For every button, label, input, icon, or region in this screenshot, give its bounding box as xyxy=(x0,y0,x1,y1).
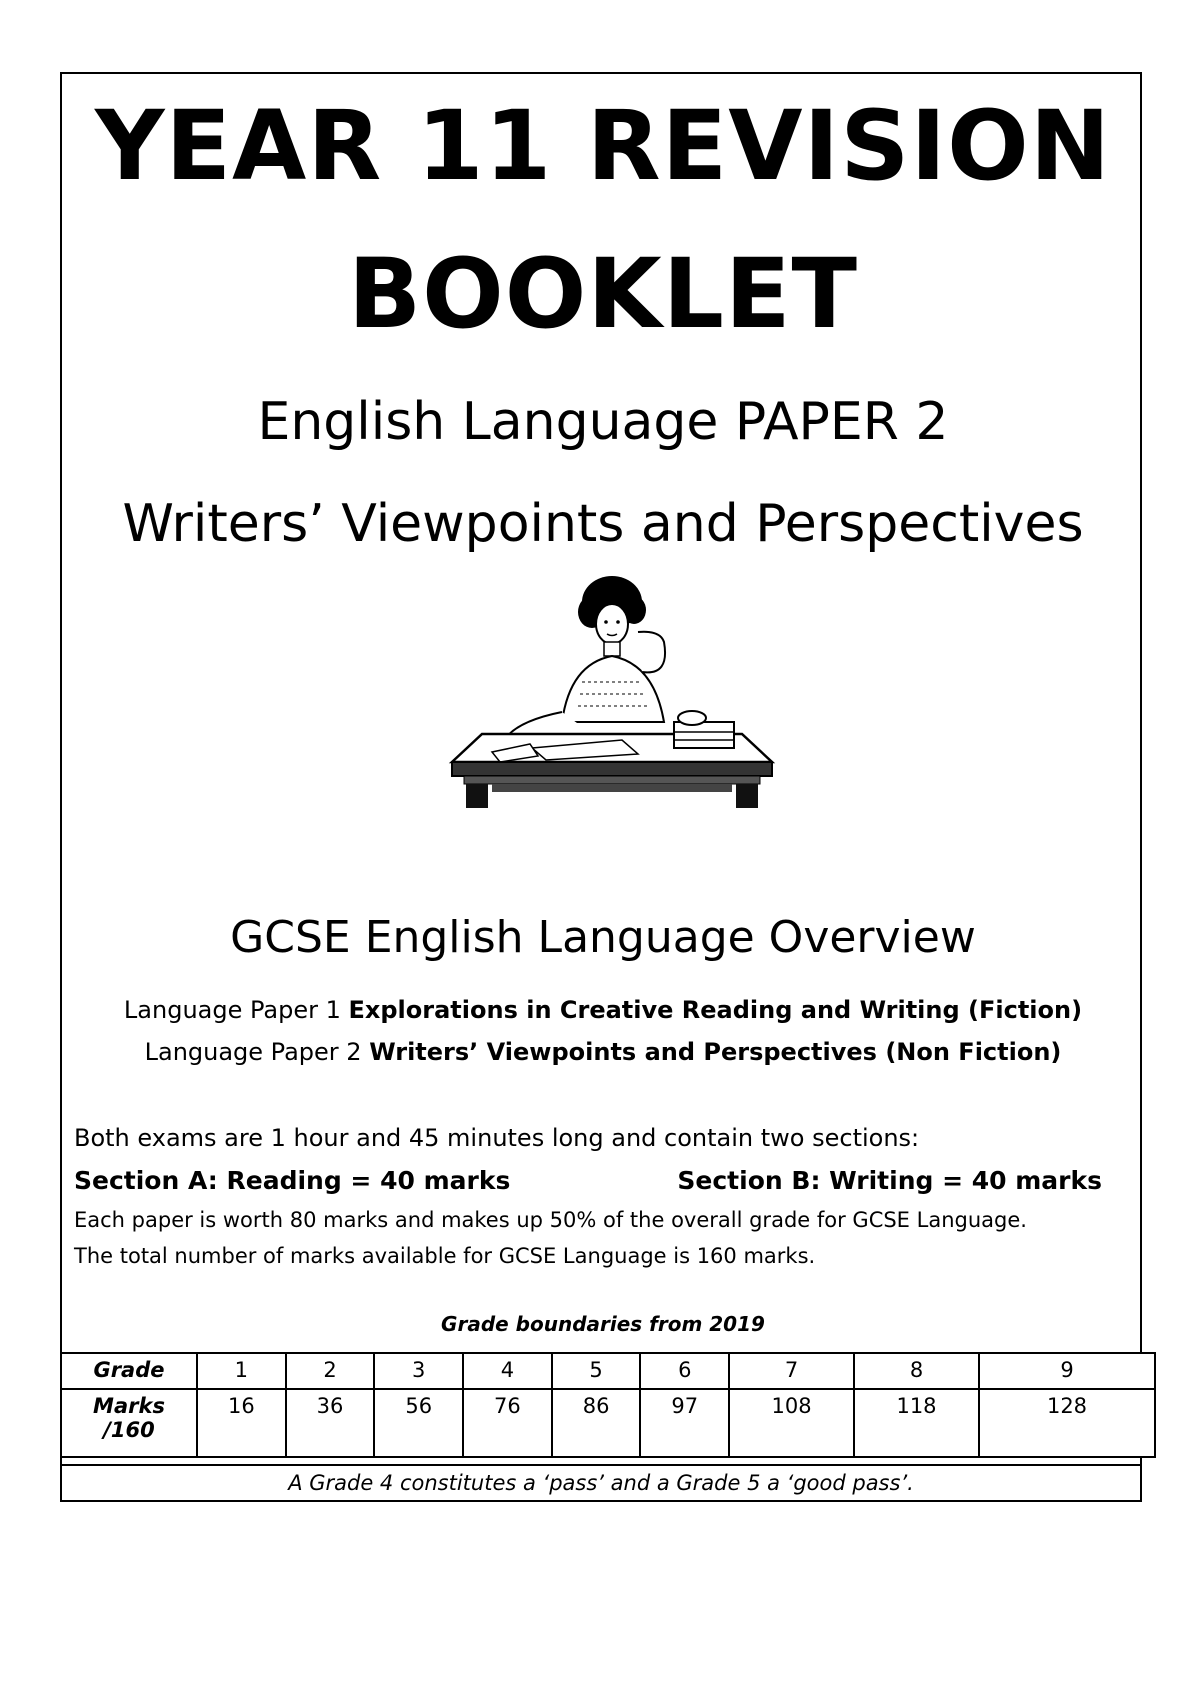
writer-at-desk-illustration xyxy=(442,572,782,812)
exam-length-text: Both exams are 1 hour and 45 minutes long and contain two sections: xyxy=(74,1124,920,1152)
marks-row-label: Marks /160 xyxy=(61,1389,197,1457)
paper-1-line xyxy=(62,996,1144,1024)
paper-2-prefix: Language Paper 2 xyxy=(144,1038,370,1066)
grade-boundaries-title: Grade boundaries from 2019 xyxy=(441,1312,765,1336)
total-marks-text: The total number of marks available for GCSE Language is 160 marks. xyxy=(74,1244,816,1268)
pass-note: A Grade 4 constitutes a ‘pass’ and a Grade 5 a ‘good pass’. xyxy=(60,1464,1142,1502)
grade-row-label: Grade xyxy=(61,1353,197,1389)
marks-cell: 97 xyxy=(640,1389,729,1457)
marks-cell: 86 xyxy=(552,1389,641,1457)
marks-cell: 108 xyxy=(729,1389,854,1457)
grade-cell: 3 xyxy=(374,1353,463,1389)
grade-cell: 9 xyxy=(979,1353,1155,1389)
grade-cell: 1 xyxy=(197,1353,286,1389)
subtitle-theme: Writers’ Viewpoints and Perspectives xyxy=(122,494,1084,554)
grade-row xyxy=(61,1353,1155,1389)
grade-cell: 8 xyxy=(854,1353,979,1389)
grade-cell: 2 xyxy=(286,1353,375,1389)
paper-2-line xyxy=(62,1038,1144,1066)
title-line-1: YEAR 11 REVISION xyxy=(94,90,1112,202)
marks-cell: 56 xyxy=(374,1389,463,1457)
grade-boundaries-table xyxy=(60,1352,1156,1458)
marks-cell: 16 xyxy=(197,1389,286,1457)
grade-cell: 7 xyxy=(729,1353,854,1389)
section-b-text: Section B: Writing = 40 marks xyxy=(677,1166,1102,1195)
marks-cell: 118 xyxy=(854,1389,979,1457)
cover-frame xyxy=(60,72,1142,1500)
paper-1-title: Explorations in Creative Reading and Writing (Fiction) xyxy=(348,996,1083,1024)
marks-cell: 128 xyxy=(979,1389,1155,1457)
overview-heading: GCSE English Language Overview xyxy=(230,912,976,963)
title-line-2: BOOKLET xyxy=(347,238,858,350)
grade-cell: 4 xyxy=(463,1353,552,1389)
section-a-text: Section A: Reading = 40 marks xyxy=(74,1166,511,1195)
marks-cell: 36 xyxy=(286,1389,375,1457)
marks-row xyxy=(61,1389,1155,1457)
paper-1-prefix: Language Paper 1 xyxy=(123,996,349,1024)
marks-cell: 76 xyxy=(463,1389,552,1457)
grade-cell: 5 xyxy=(552,1353,641,1389)
grade-cell: 6 xyxy=(640,1353,729,1389)
subtitle-paper: English Language PAPER 2 xyxy=(257,392,949,452)
paper-2-title: Writers’ Viewpoints and Perspectives (Non Fiction) xyxy=(369,1038,1062,1066)
paper-worth-text: Each paper is worth 80 marks and makes up 50% of the overall grade for GCSE Language. xyxy=(74,1208,1027,1232)
